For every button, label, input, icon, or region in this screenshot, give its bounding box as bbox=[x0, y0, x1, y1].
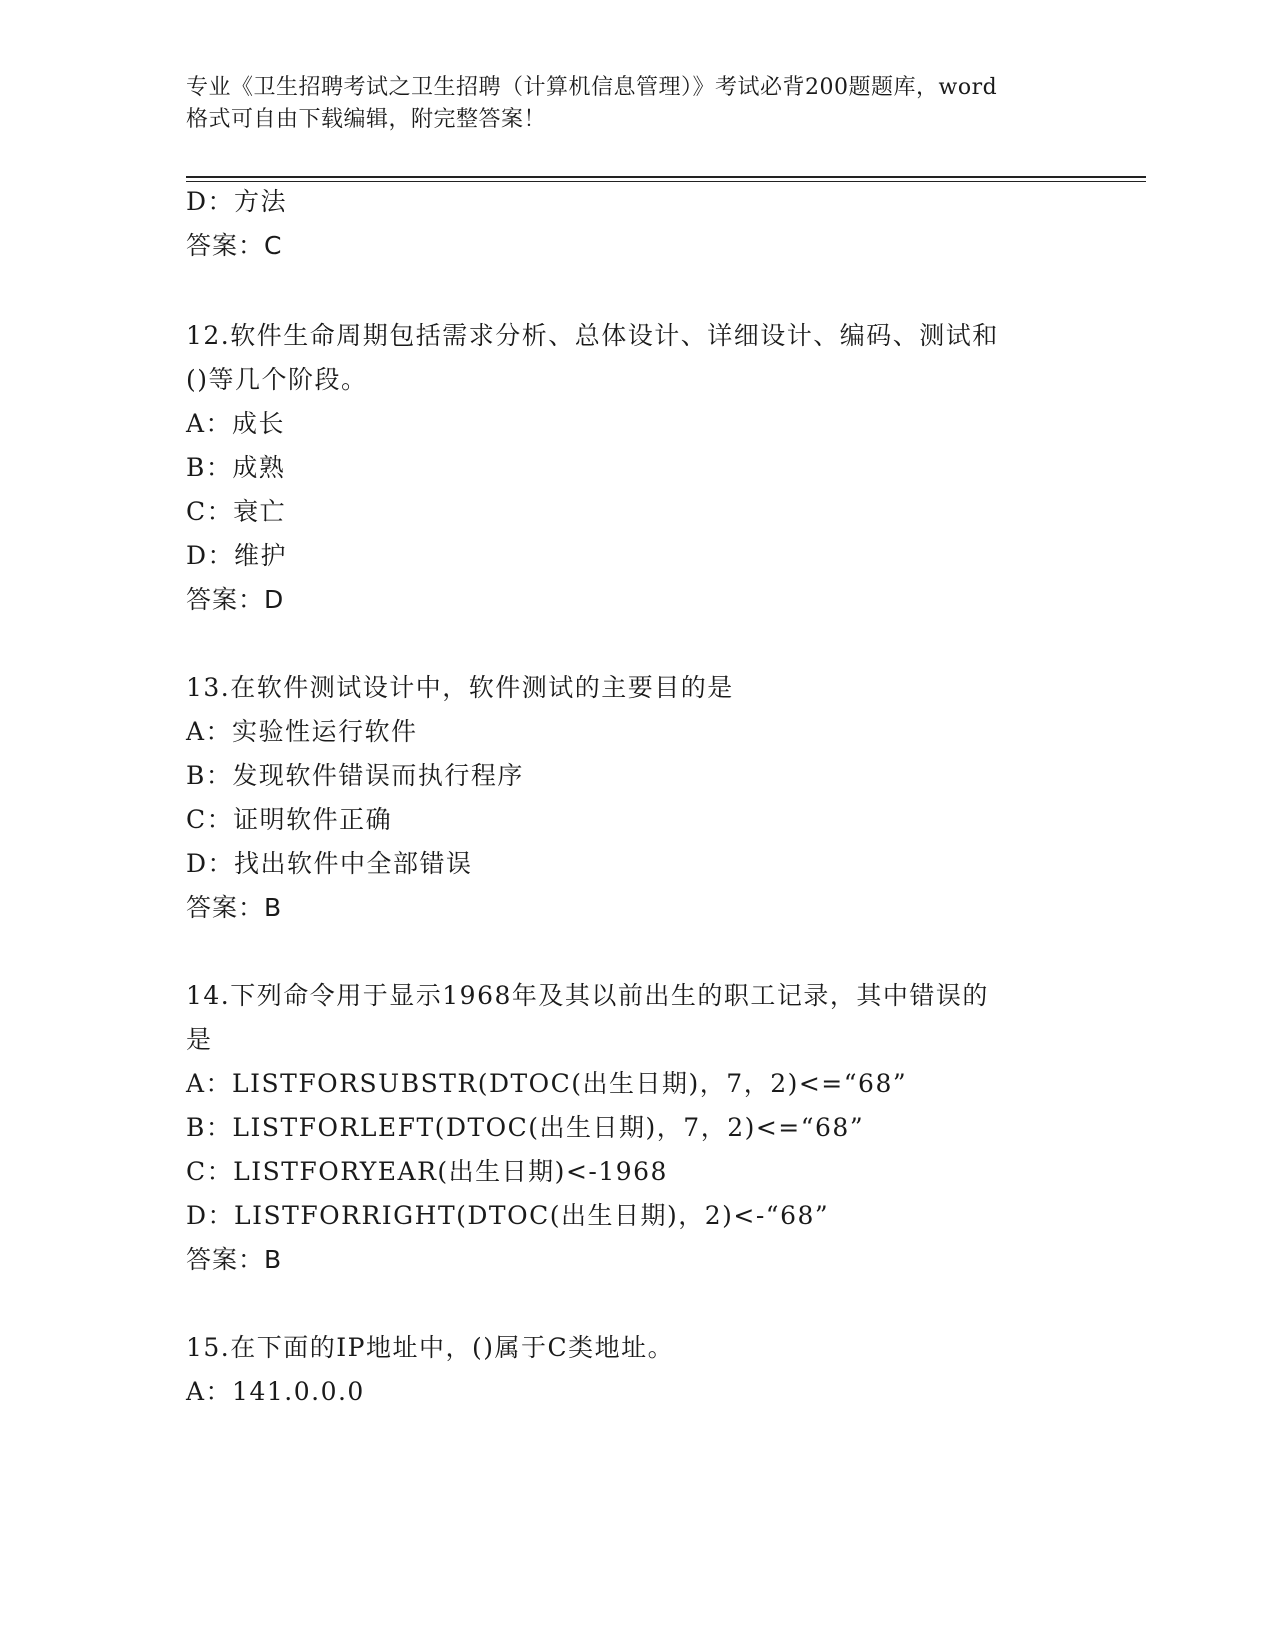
q12-option-b: B：成熟 bbox=[186, 453, 286, 482]
header-divider-thin bbox=[186, 181, 1146, 182]
document-header bbox=[186, 72, 1086, 136]
q14-stem-line-1: 14.下列命令用于显示1968年及其以前出生的职工记录，其中错误的 bbox=[186, 981, 989, 1010]
q12-option-a: A：成长 bbox=[186, 409, 286, 438]
q14-option-c: C：LISTFORYEAR(出生日期)<-1968 bbox=[186, 1157, 668, 1186]
prev-option-d: D：方法 bbox=[186, 187, 288, 216]
q13-option-a: A：实验性运行软件 bbox=[186, 717, 418, 746]
q12-option-c: C：衰亡 bbox=[186, 497, 287, 526]
header-line-2: 格式可自由下载编辑，附完整答案！ bbox=[186, 107, 547, 132]
header-divider-thick bbox=[186, 176, 1146, 178]
q12-stem-line-2: ()等几个阶段。 bbox=[186, 365, 368, 394]
q13-answer: 答案：B bbox=[186, 893, 283, 922]
q14-answer: 答案：B bbox=[186, 1245, 283, 1274]
q12-stem-line-1: 12.软件生命周期包括需求分析、总体设计、详细设计、编码、测试和 bbox=[186, 321, 999, 350]
q14-option-a: A：LISTFORSUBSTR(DTOC(出生日期)，7，2)<=“68” bbox=[186, 1069, 908, 1098]
q12-answer: 答案：D bbox=[186, 585, 285, 614]
prev-answer: 答案：C bbox=[186, 231, 283, 260]
q14-option-d: D：LISTFORRIGHT(DTOC(出生日期)，2)<-“68” bbox=[186, 1201, 830, 1230]
q14-option-b: B：LISTFORLEFT(DTOC(出生日期)，7，2)<=“68” bbox=[186, 1113, 865, 1142]
q14-stem-line-2: 是 bbox=[186, 1025, 213, 1054]
q13-stem-line-1: 13.在软件测试设计中，软件测试的主要目的是 bbox=[186, 673, 734, 702]
q15-stem-line-1: 15.在下面的IP地址中，()属于C类地址。 bbox=[186, 1333, 675, 1362]
q13-option-d: D：找出软件中全部错误 bbox=[186, 849, 473, 878]
header-line-1: 专业《卫生招聘考试之卫生招聘（计算机信息管理）》考试必背200题题库，word bbox=[186, 75, 998, 100]
q15-option-a: A：141.0.0.0 bbox=[186, 1377, 365, 1406]
q13-option-b: B：发现软件错误而执行程序 bbox=[186, 761, 524, 790]
q12-option-d: D：维护 bbox=[186, 541, 288, 570]
q13-option-c: C：证明软件正确 bbox=[186, 805, 393, 834]
